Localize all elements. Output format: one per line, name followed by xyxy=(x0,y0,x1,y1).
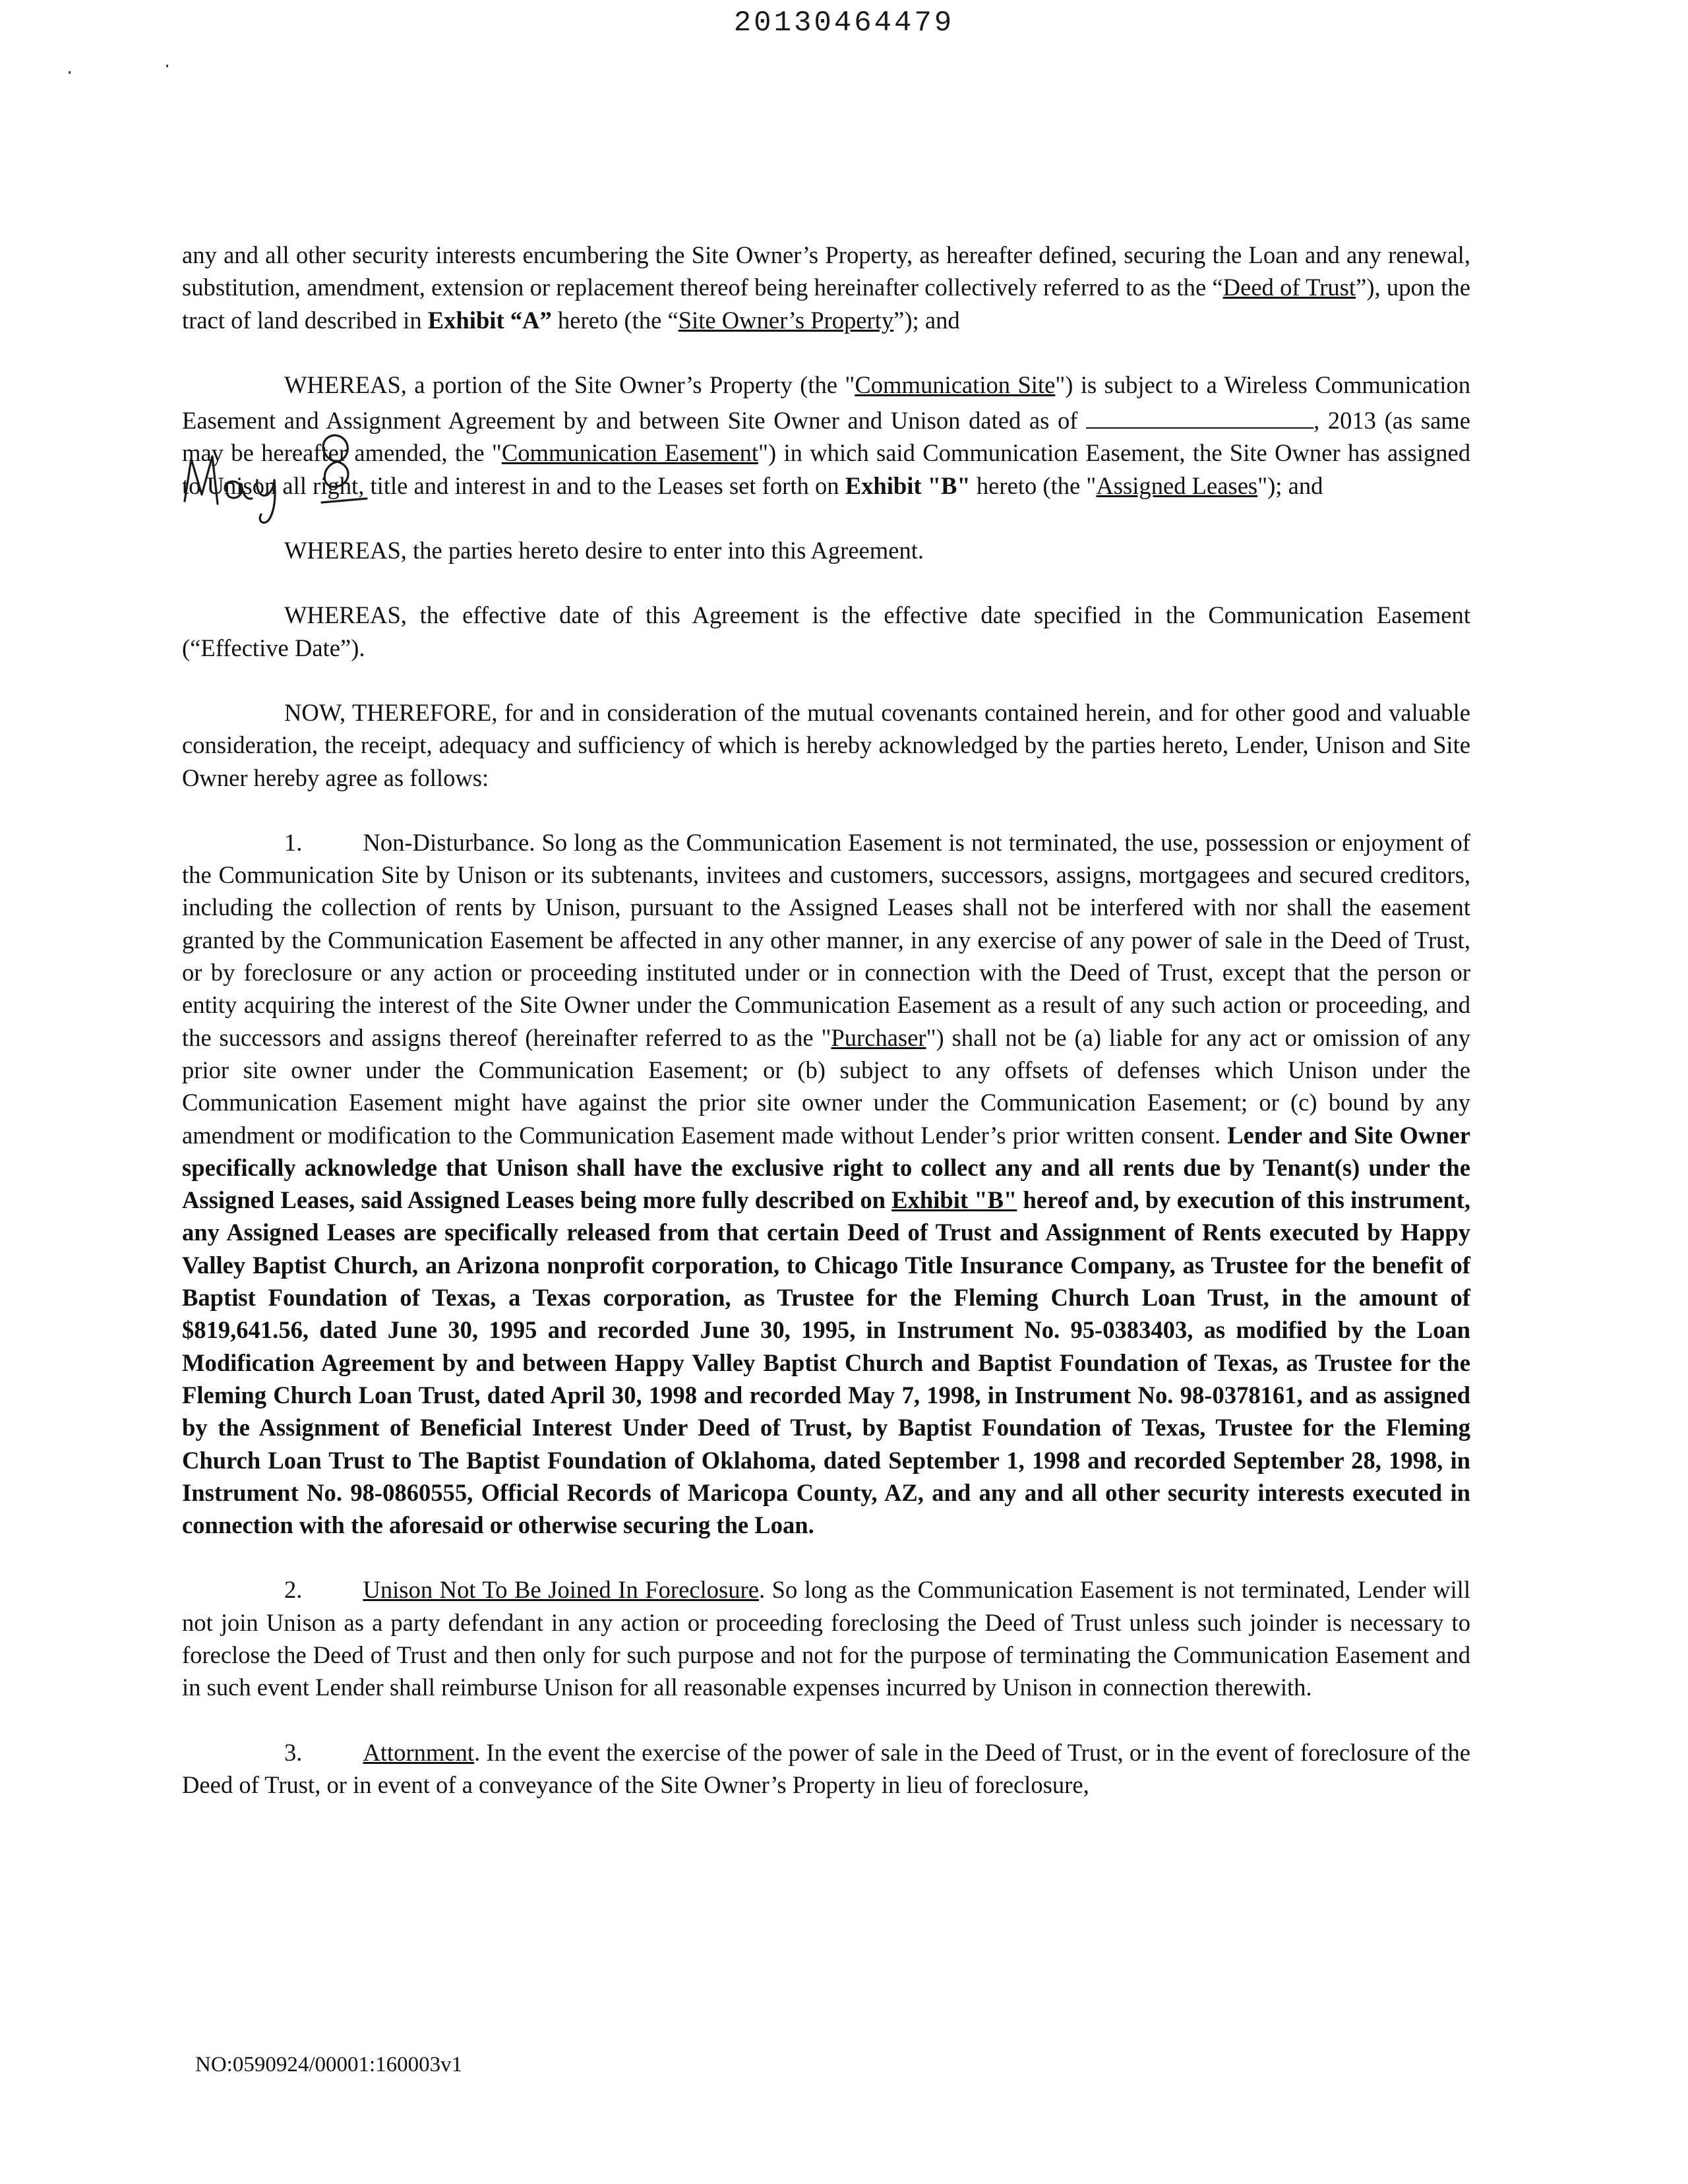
footer-document-id: NO:0590924/00001:160003v1 xyxy=(195,2053,463,2077)
section-number: 3. xyxy=(284,1738,303,1766)
section-heading: Non-Disturbance. xyxy=(363,828,535,856)
section-heading: Unison Not To Be Joined In Foreclosure xyxy=(363,1576,759,1604)
exhibit-b-reference: Exhibit "B" xyxy=(845,471,971,499)
section-number: 2. xyxy=(284,1576,303,1604)
paragraph-whereas-desire: WHEREAS, the parties hereto desire to enter into this Agreement. xyxy=(284,537,924,564)
section-1-non-disturbance: 1. Non-Disturbance. So long as the Communication Easement is not terminated, the use, possession or enjoyment of the Communication Site by Unison or its subtenants, invitees and customers, successors, assigns, mortgagees and secured creditors, including the collection of rents by Unison, pursuant to the Assigned Leases shall not be interfered with nor shall the easement granted by the Communication Easement be affected in any other manner, in any exercise of any power of sale in the Deed of Trust, or by foreclosure or any action or proceeding instituted under or in connection with the Deed of Trust, except that the person or entity acquiring the interest of the Site Owner under the Communication Easement as a result of any such action or proceeding, and the successors and assigns thereof (hereinafter referred to as the "Purchaser") shall not be (a) liable for any act or omission of any prior site owner under the Communication Easement; or (b) subject to any offsets of defenses which Unison under the Communication Easement might have against the prior site owner under the Communication Easement; or (c) bound by any amendment or modification to the Communication Easement made without Lender’s prior written consent. Lender and Site Owner specifically acknowledge that Unison shall have the exclusive right to collect any and all rents due by Tenant(s) under the Assigned Leases, said Assigned Leases being more fully described on Exhibit "B" hereof and, by execution of this instrument, any Assigned Leases are specifically released from that certain Deed of Trust and Assignment of Rents executed by Happy Valley Baptist Church, an Arizona nonprofit corporation, to Chicago Title Insurance Company, as Trustee for the benefit of Baptist Foundation of Texas, a Texas corporation, as Trustee for the Fleming Church Loan Trust, in the amount of $819,641.56, dated June 30, 1995 and recorded June 30, 1995, in Instrument No. 95-0383403, as modified by the Loan Modification Agreement by and between Happy Valley Baptist Church and Baptist Foundation of Texas, as Trustee for the Fleming Church Loan Trust, dated April 30, 1998 and recorded May 7, 1998, in Instrument No. 98-0378161, and as assigned by the Assignment of Beneficial Interest Under Deed of Trust, by Baptist Foundation of Texas, Trustee for the Fleming Church Loan Trust to The Baptist Foundation of Oklahoma, dated September 1, 1998 and recorded September 28, 1998, in Instrument No. 98-0860555, Official Records of Maricopa County, AZ, and any and all other security interests executed in connection with the aforesaid or otherwise securing the Loan. xyxy=(182,826,1470,1542)
paragraph-whereas-effective-date: WHEREAS, the effective date of this Agreement is the effective date specified in the Communication Easement (“Effective Date”). xyxy=(182,601,1470,661)
recording-number: 20130464479 xyxy=(733,7,955,40)
defined-term-communication-easement: Communication Easement xyxy=(501,439,759,467)
defined-term-site-owners-property: Site Owner’s Property xyxy=(678,306,894,334)
exhibit-a-reference: Exhibit “A” xyxy=(427,306,552,334)
handwritten-date xyxy=(179,417,417,529)
paragraph-deed-of-trust: any and all other security interests encumbering the Site Owner’s Property, as hereafter defined, securing the Loan and any renewal, substitution, amendment, extension or replacement thereof being hereinafter collectively referred to as the “Deed of Trust”), upon the tract of land described in Exhibit “A” hereto (the “Site Owner’s Property”); and xyxy=(182,241,1470,334)
exhibit-b-reference: Exhibit "B" xyxy=(891,1186,1017,1214)
date-blank-line xyxy=(1086,401,1313,429)
release-clause-part-1: Lender and Site Owner specifically acknowledge that Unison shall have the exclusive right to collect any and all rents due by Tenant(s) under the Assigned Leases, said Assigned Leases being more fully described on xyxy=(182,1121,1471,1214)
scan-speck xyxy=(166,65,168,67)
release-clause-part-2: hereof and, by execution of this instrument, any Assigned Leases are specifically released from that certain Deed of Trust and Assignment of Rents executed by Happy Valley Baptist Church, an Arizona nonprofit corporation, to Chicago Title Insurance Company, as Trustee for the benefit of Baptist Foundation of Texas, a Texas corporation, as Trustee for the Fleming Church Loan Trust, in the amount of $819,641.56, dated June 30, 1995 and recorded June 30, 1995, in Instrument No. 95-0383403, as modified by the Loan Modification Agreement by and between Happy Valley Baptist Church and Baptist Foundation of Texas, as Trustee for the Fleming Church Loan Trust, dated April 30, 1998 and recorded May 7, 1998, in Instrument No. 98-0378161, and as assigned by the Assignment of Beneficial Interest Under Deed of Trust, by Baptist Foundation of Texas, Trustee for the Fleming Church Loan Trust to The Baptist Foundation of Oklahoma, dated September 1, 1998 and recorded September 28, 1998, in Instrument No. 98-0860555, Official Records of Maricopa County, AZ, and any and all other security interests executed in connection with the aforesaid or otherwise securing the Loan. xyxy=(182,1186,1470,1539)
defined-term-purchaser: Purchaser xyxy=(831,1023,926,1051)
section-heading: Attornment xyxy=(363,1738,475,1766)
section-number: 1. xyxy=(284,828,303,856)
defined-term-assigned-leases: Assigned Leases xyxy=(1096,471,1258,499)
defined-term-deed-of-trust: Deed of Trust xyxy=(1222,274,1356,301)
scan-speck xyxy=(69,71,71,74)
section-3-attornment: 3. Attornment. In the event the exercise of the power of sale in the Deed of Trust, or in the event of foreclosure of the Deed of Trust, or in event of a conveyance of the Site Owner’s Property in lieu of foreclosure, xyxy=(182,1736,1470,1802)
paragraph-whereas-communication-site: WHEREAS, a portion of the Site Owner’s Property (the "Communication Site") is subject to a Wireless Communication Easement and Assignment Agreement by and between Site Owner and Unison dated as of , 2013 (as same may be hereafter amended, the "Communication Easement") in which said Communication Easement, the Site Owner has assigned to Unison all right, title and interest in and to the Leases set forth on Exhibit "B" hereto (the "Assigned Leases"); and xyxy=(182,371,1470,499)
section-2-no-joinder: 2. Unison Not To Be Joined In Foreclosure. So long as the Communication Easement is not terminated, Lender will not join Unison as a party defendant in any action or proceeding foreclosing the Deed of Trust unless such joinder is necessary to foreclose the Deed of Trust and then only for such purpose and not for the purpose of terminating the Communication Easement and in such event Lender shall reimburse Unison for all reasonable expenses incurred by Unison in connection therewith. xyxy=(182,1573,1470,1703)
defined-term-communication-site: Communication Site xyxy=(855,371,1056,398)
paragraph-now-therefore: NOW, THEREFORE, for and in consideration of the mutual covenants contained herein, and for other good and valuable consideration, the receipt, adequacy and sufficiency of which is hereby acknowledged by the parties hereto, Lender, Unison and Site Owner hereby agree as follows: xyxy=(182,698,1470,791)
